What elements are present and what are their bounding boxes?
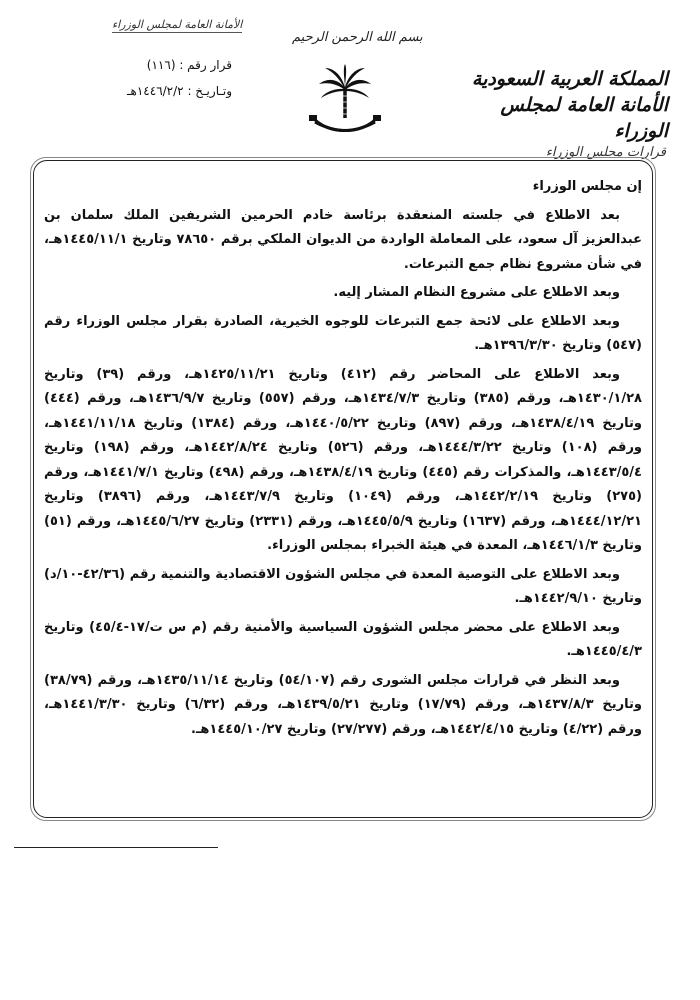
body-paragraph-2: وبعد الاطلاع على مشروع النظام المشار إليه. bbox=[333, 285, 620, 300]
kingdom-name: المملكة العربية السعودية bbox=[471, 68, 668, 90]
decision-date: وتـاريـخ : ١٤٤٦/٢/٢هـ bbox=[127, 84, 232, 98]
header-secret-line: الأمانة العامة لمجلس الوزراء bbox=[112, 18, 243, 31]
kingdom-title bbox=[468, 66, 668, 144]
footer-divider bbox=[14, 847, 218, 848]
saudi-emblem-icon bbox=[305, 62, 385, 140]
basmala: بسم الله الرحمن الرحيم bbox=[292, 30, 423, 45]
decision-body-frame bbox=[33, 160, 653, 818]
body-paragraph-6: وبعد الاطلاع على محضر مجلس الشؤون السياسية والأمنية رقم (م س ت/١٧-٤٥/٤) وتاريخ ١٤٤٥/٤/٣هـ. bbox=[44, 619, 642, 659]
decision-number: قرار رقم : (١١٦) bbox=[146, 58, 232, 72]
decision-meta bbox=[72, 52, 232, 104]
document-header bbox=[0, 0, 700, 160]
body-intro: إن مجلس الوزراء bbox=[532, 179, 642, 194]
body-paragraph-7: وبعد النظر في قرارات مجلس الشورى رقم (٥٤/١٠٧) وتاريخ ١٤٣٥/١١/١٤هـ، ورقم (٣٨/٧٩) وتاريخ ١٤٣٧/٨/٣هـ، ورقم (١٧/٧٩) وتاريخ ١٤٣٩/٥/٢١هـ، ورقم (٦/٣٢) وتاريخ ١٤٤١/٣/٣٠هـ، ورقم (٤/٢٢) وتاريخ ١٤٤٢/٤/١٥هـ، ورقم (٢٧/٢٧٧) وتاريخ ١٤٤٥/١٠/٢٧هـ. bbox=[44, 672, 642, 737]
body-paragraph-5: وبعد الاطلاع على التوصية المعدة في مجلس الشؤون الاقتصادية والتنمية رقم (٤٢/٣٦-١٠/د) وتاريخ ١٤٤٢/٩/١٠هـ. bbox=[44, 566, 642, 606]
decisions-label: قرارات مجلس الوزراء bbox=[545, 145, 666, 160]
body-paragraph-1: بعد الاطلاع في جلسته المنعقدة برئاسة خادم الحرمين الشريفين الملك سلمان بن عبدالعزيز آل سعود، على المعاملة الواردة من الديوان الملكي برقم ٧٨٦٥٠ وتاريخ ١٤٤٥/١١/١هـ، في شأن مشروع نظام جمع التبرعات. bbox=[44, 207, 642, 272]
body-paragraph-4: وبعد الاطلاع على المحاضر رقم (٤١٢) وتاريخ ١٤٢٥/١١/٢١هـ، ورقم (٣٩) وتاريخ ١٤٣٠/١/٢٨هـ، ورقم (٣٨٥) وتاريخ ١٤٣٤/٧/٣هـ، ورقم (٥٥٧) وتاريخ ١٤٣٦/٩/٧هـ، ورقم (٤٤٤) وتاريخ ١٤٣٨/٤/١٩هـ، ورقم (٨٩٧) وتاريخ ١٤٤٠/٥/٢٢هـ، ورقم (١٣٨٤) وتاريخ ١٤٤١/١١/١٨هـ، ورقم (١٠٨) وتاريخ ١٤٤٤/٣/٢٢هـ، ورقم (٥٢٦) وتاريخ ١٤٤٢/٨/٢٤هـ، ورقم (١٩٨) وتاريخ ١٤٤٣/٥/٤هـ، والمذكرات رقم (٤٤٥) وتاريخ ١٤٣٨/٤/١٩هـ، ورقم (٤٩٨) وتاريخ ١٤٤١/٧/١هـ، ورقم (٢٧٥) وتاريخ ١٤٤٢/٢/١٩هـ، ورقم (١٠٤٩) وتاريخ ١٤٤٣/٧/٩هـ، ورقم (٣٨٩٦) وتاريخ ١٤٤٤/١٢/٢١هـ، ورقم (١٦٣٧) وتاريخ ١٤٤٥/٥/٩هـ، ورقم (٢٣٣١) وتاريخ ١٤٤٥/٦/٢٧هـ، ورقم (٥١) وتاريخ ١٤٤٦/١/٣هـ، المعدة في هيئة الخبراء بمجلس الوزراء. bbox=[44, 366, 643, 553]
secretariat-name: الأمانة العامة لمجلس الوزراء bbox=[500, 94, 668, 142]
body-paragraph-3: وبعد الاطلاع على لائحة جمع التبرعات للوجوه الخيرية، الصادرة بقرار مجلس الوزراء رقم (٥٤٧) وتاريخ ١٣٩٦/٣/٣٠هـ. bbox=[44, 313, 642, 353]
